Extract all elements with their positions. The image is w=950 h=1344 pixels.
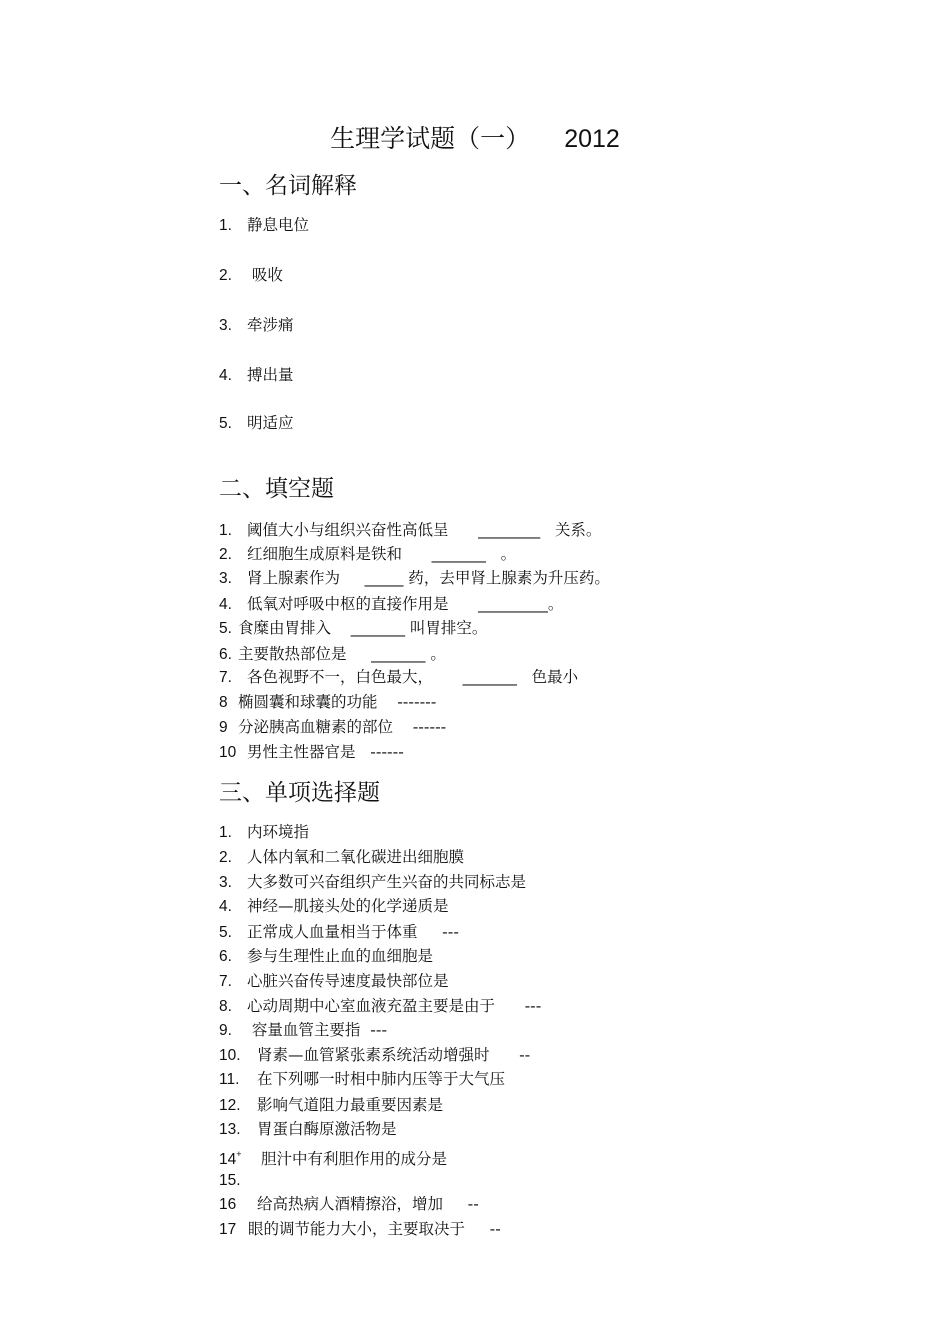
list-item: 2. 吸收 <box>219 266 283 284</box>
page-title <box>0 122 950 156</box>
list-item: 5. 食糜由胃排入 _______ 叫胃排空。 <box>219 619 488 637</box>
list-item: 11. 在下列哪一时相中肺内压等于大气压 <box>219 1070 506 1088</box>
title-text: 生理学试题（一） <box>330 124 531 153</box>
list-item: 8 椭圆囊和球囊的功能 ------- <box>219 693 437 711</box>
list-item: 6. 参与生理性止血的血细胞是 <box>219 947 434 965</box>
list-item: 2. 人体内氧和二氧化碳进出细胞膜 <box>219 848 465 866</box>
list-item: 5. 正常成人血量相当于体重 --- <box>219 923 459 941</box>
list-item: 13. 胃蛋白酶原激活物是 <box>219 1120 397 1138</box>
list-item: 12. 影响气道阻力最重要因素是 <box>219 1096 444 1114</box>
section-heading-single-choice: 三、单项选择题 <box>219 780 380 806</box>
list-item: 6. 主要散热部位是 _______ 。 <box>219 645 446 663</box>
list-item: 3. 大多数可兴奋组织产生兴奋的共同标志是 <box>219 873 527 891</box>
list-item: 4. 神经—肌接头处的化学递质是 <box>219 897 449 915</box>
list-item: 9 分泌胰高血糖素的部位 ------ <box>219 718 447 736</box>
list-item: 7. 各色视野不一，白色最大， _______ 色最小 <box>219 668 579 686</box>
list-item: 10. 肾素—血管紧张素系统活动增强时 -- <box>219 1046 531 1064</box>
list-item: 7. 心脏兴奋传导速度最快部位是 <box>219 972 449 990</box>
list-item: 1. 阈值大小与组织兴奋性高低呈 ________ 关系。 <box>219 521 602 539</box>
list-item: 3. 牵涉痛 <box>219 316 294 334</box>
title-year: 2012 <box>564 125 620 153</box>
list-item: 10 男性主性器官是 ------ <box>219 743 404 761</box>
list-item: 15. <box>219 1172 241 1189</box>
list-item: 3. 肾上腺素作为 _____ 药，去甲肾上腺素为升压药。 <box>219 569 610 587</box>
list-item: 16 给高热病人酒精擦浴，增加 -- <box>219 1195 479 1213</box>
list-item: 9. 容量血管主要指 --- <box>219 1021 388 1039</box>
list-item: 1. 静息电位 <box>219 216 310 234</box>
section-heading-fill-in: 二、填空题 <box>219 476 334 502</box>
list-item: 14+ 胆汁中有利胆作用的成分是 <box>219 1149 448 1168</box>
list-item: 5. 明适应 <box>219 414 294 432</box>
list-item: 4. 搏出量 <box>219 366 294 384</box>
list-item: 2. 红细胞生成原料是铁和 _______ 。 <box>219 545 517 563</box>
list-item: 8. 心动周期中心室血液充盈主要是由于 --- <box>219 997 542 1015</box>
section-heading-definitions: 一、名词解释 <box>219 173 357 199</box>
list-item: 4. 低氧对呼吸中枢的直接作用是 _________。 <box>219 595 564 613</box>
list-item: 1. 内环境指 <box>219 823 310 841</box>
list-item: 17 眼的调节能力大小，主要取决于 -- <box>219 1220 501 1238</box>
